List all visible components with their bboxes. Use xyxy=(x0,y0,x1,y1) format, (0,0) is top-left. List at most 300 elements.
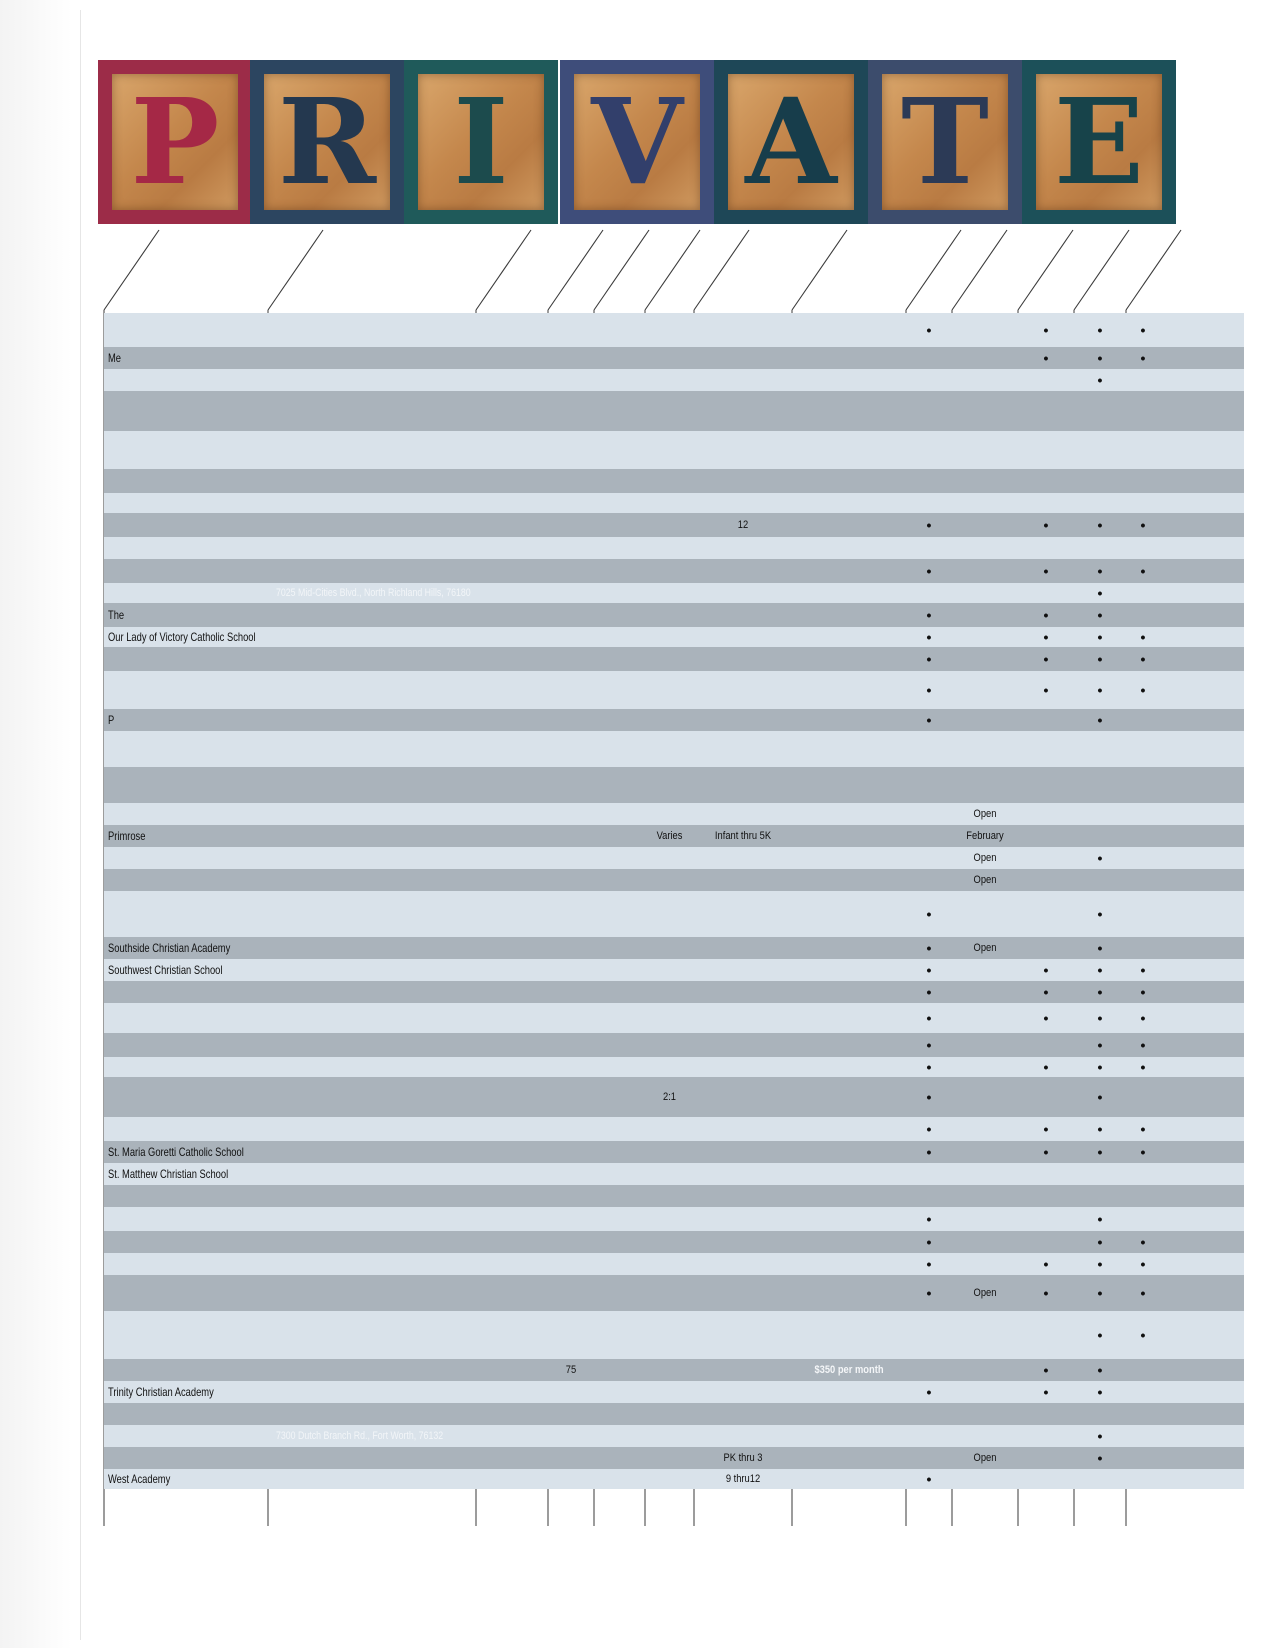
school-address xyxy=(276,1403,436,1425)
checkmark-dot: • xyxy=(926,1089,932,1105)
checkmark-dot: • xyxy=(1140,1256,1146,1272)
checkmark-dot: • xyxy=(926,1121,932,1137)
title-block-3 xyxy=(560,60,714,224)
checkmark-dot: • xyxy=(1097,585,1103,601)
checkmark-dot xyxy=(906,1403,952,1425)
checkmark-dot xyxy=(1018,1425,1074,1447)
block-face xyxy=(264,74,390,210)
grades-cell xyxy=(701,1077,784,1117)
checkmark-dot: • xyxy=(1043,962,1049,978)
grades-cell xyxy=(701,1141,784,1163)
checkmark-dot: • xyxy=(1097,629,1103,645)
school-address xyxy=(276,1359,436,1381)
checkmark-dot xyxy=(1126,891,1160,937)
table-row xyxy=(104,603,1244,627)
application-cell: Open xyxy=(973,1287,997,1299)
checkmark-dot: • xyxy=(1097,322,1103,338)
checkmark-dot: • xyxy=(926,1256,932,1272)
application-cell xyxy=(957,1381,1013,1403)
school-name: Me xyxy=(108,351,122,365)
table-row xyxy=(104,869,1244,891)
school-name xyxy=(108,803,233,825)
school-address xyxy=(276,671,436,709)
school-name xyxy=(108,981,233,1003)
title-block-6 xyxy=(1022,60,1176,224)
checkmark-dot: • xyxy=(926,607,932,623)
checkmark-dot xyxy=(1126,767,1160,803)
grades-cell xyxy=(701,391,784,431)
checkmark-dot: • xyxy=(1140,1234,1146,1250)
ratio-cell xyxy=(649,767,691,803)
checkmark-dot: • xyxy=(1097,1089,1103,1105)
checkmark-dot: • xyxy=(1140,1010,1146,1026)
school-address xyxy=(276,767,436,803)
checkmark-dot: • xyxy=(1140,563,1146,579)
checkmark-dot xyxy=(1018,1163,1074,1185)
checkmark-dot xyxy=(906,431,952,469)
tuition-cell xyxy=(801,369,898,391)
header-diagonal-6 xyxy=(694,230,749,310)
tuition-cell xyxy=(801,1033,898,1057)
ratio-cell xyxy=(649,671,691,709)
table-row xyxy=(104,981,1244,1003)
checkmark-dot: • xyxy=(1097,1211,1103,1227)
checkmark-dot: • xyxy=(926,962,932,978)
checkmark-dot: • xyxy=(1097,984,1103,1000)
tuition-cell xyxy=(801,1469,898,1489)
school-address xyxy=(276,1003,436,1033)
checkmark-dot: • xyxy=(926,1010,932,1026)
checkmark-dot xyxy=(906,1163,952,1185)
checkmark-dot xyxy=(906,347,952,369)
checkmark-dot xyxy=(906,869,952,891)
grades-cell xyxy=(701,1275,784,1311)
grades-cell xyxy=(701,1003,784,1033)
checkmark-dot: • xyxy=(926,1144,932,1160)
school-address xyxy=(276,959,436,981)
grades-cell xyxy=(701,1253,784,1275)
checkmark-dot xyxy=(1018,891,1074,937)
application-cell xyxy=(957,1077,1013,1117)
grades-cell xyxy=(701,647,784,671)
checkmark-dot xyxy=(906,1311,952,1359)
checkmark-dot: • xyxy=(1043,350,1049,366)
table-row xyxy=(104,1403,1244,1425)
tuition-cell xyxy=(801,313,898,347)
block-face xyxy=(418,74,544,210)
grades-cell xyxy=(701,1381,784,1403)
checkmark-dot xyxy=(1018,493,1074,513)
table-row xyxy=(104,583,1244,603)
application-cell xyxy=(957,1231,1013,1253)
ratio-cell xyxy=(649,1163,691,1185)
checkmark-dot xyxy=(1018,431,1074,469)
checkmark-dot xyxy=(1126,1359,1160,1381)
checkmark-dot xyxy=(1018,825,1074,847)
school-name xyxy=(108,731,233,767)
application-cell xyxy=(957,347,1013,369)
school-address xyxy=(276,369,436,391)
school-address xyxy=(276,647,436,671)
ratio-cell xyxy=(649,513,691,537)
application-cell: Open xyxy=(973,852,997,864)
school-name xyxy=(108,1425,233,1447)
checkmark-dot: • xyxy=(1097,1285,1103,1301)
ratio-cell xyxy=(649,647,691,671)
checkmark-dot xyxy=(1126,1163,1160,1185)
tuition-cell xyxy=(801,513,898,537)
enrollment-cell: 75 xyxy=(565,1364,577,1376)
checkmark-dot xyxy=(1018,391,1074,431)
private-title-blocks xyxy=(98,60,1224,228)
grades-cell xyxy=(701,767,784,803)
ratio-cell xyxy=(649,731,691,767)
tuition-cell xyxy=(801,1163,898,1185)
grades-cell xyxy=(701,1231,784,1253)
school-address xyxy=(276,731,436,767)
table-row xyxy=(104,1077,1244,1117)
checkmark-dot: • xyxy=(1097,1059,1103,1075)
grades-cell xyxy=(701,803,784,825)
table-row xyxy=(104,1117,1244,1141)
checkmark-dot xyxy=(1018,1033,1074,1057)
checkmark-dot: • xyxy=(926,1037,932,1053)
tuition-cell xyxy=(801,847,898,869)
application-cell xyxy=(957,369,1013,391)
school-name: Southside Christian Academy xyxy=(108,941,231,955)
grades-cell xyxy=(701,869,784,891)
school-name xyxy=(108,767,233,803)
checkmark-dot: • xyxy=(1043,984,1049,1000)
checkmark-dot xyxy=(1126,937,1160,959)
checkmark-dot: • xyxy=(1097,372,1103,388)
checkmark-dot: • xyxy=(1043,517,1049,533)
checkmark-dot: • xyxy=(1097,1362,1103,1378)
table-row xyxy=(104,803,1244,825)
tuition-cell xyxy=(801,1117,898,1141)
application-cell xyxy=(957,647,1013,671)
school-address xyxy=(276,1253,436,1275)
table-row xyxy=(104,1207,1244,1231)
tuition-cell xyxy=(801,391,898,431)
checkmark-dot: • xyxy=(1140,350,1146,366)
checkmark-dot xyxy=(1018,709,1074,731)
table-row xyxy=(104,1253,1244,1275)
checkmark-dot xyxy=(1126,1077,1160,1117)
checkmark-dot xyxy=(906,583,952,603)
ratio-cell xyxy=(649,1403,691,1425)
checkmark-dot: • xyxy=(926,1384,932,1400)
ratio-cell: Varies xyxy=(656,830,683,842)
title-block-2 xyxy=(404,60,558,224)
school-name: Our Lady of Victory Catholic School xyxy=(108,630,256,644)
table-row xyxy=(104,1469,1244,1489)
checkmark-dot xyxy=(1126,825,1160,847)
checkmark-dot xyxy=(1018,1403,1074,1425)
school-name xyxy=(108,391,233,431)
application-cell xyxy=(957,627,1013,647)
checkmark-dot: • xyxy=(1097,607,1103,623)
block-letter: I xyxy=(453,72,509,211)
ratio-cell xyxy=(649,1447,691,1469)
school-name: St. Maria Goretti Catholic School xyxy=(108,1145,244,1159)
school-name: P xyxy=(108,713,115,727)
checkmark-dot xyxy=(1018,1077,1074,1117)
ratio-cell xyxy=(649,891,691,937)
grades-cell: 9 thru12 xyxy=(725,1473,761,1485)
school-name xyxy=(108,313,233,347)
checkmark-dot: • xyxy=(1043,563,1049,579)
checkmark-dot: • xyxy=(1097,1010,1103,1026)
checkmark-dot xyxy=(1126,869,1160,891)
grades-cell xyxy=(701,469,784,493)
checkmark-dot xyxy=(1126,1425,1160,1447)
checkmark-dot: • xyxy=(1140,984,1146,1000)
checkmark-dot xyxy=(1018,369,1074,391)
tuition-cell: $350 per month xyxy=(814,1364,884,1376)
checkmark-dot: • xyxy=(926,1059,932,1075)
checkmark-dot: • xyxy=(1097,1327,1103,1343)
table-row xyxy=(104,1003,1244,1033)
application-cell xyxy=(957,1253,1013,1275)
block-letter: V xyxy=(591,72,683,211)
tuition-cell xyxy=(801,1311,898,1359)
tuition-cell xyxy=(801,1185,898,1207)
table-row xyxy=(104,537,1244,559)
header-diagonal-11 xyxy=(1074,230,1129,310)
checkmark-dot: • xyxy=(926,906,932,922)
school-address xyxy=(276,347,436,369)
school-address xyxy=(276,603,436,627)
checkmark-dot: • xyxy=(926,1471,932,1487)
school-address xyxy=(276,981,436,1003)
title-block-0 xyxy=(98,60,252,224)
checkmark-dot xyxy=(1126,493,1160,513)
school-name xyxy=(108,1359,233,1381)
ratio-cell xyxy=(649,583,691,603)
checkmark-dot: • xyxy=(926,682,932,698)
application-cell xyxy=(957,1425,1013,1447)
checkmark-dot: • xyxy=(1097,1121,1103,1137)
school-address xyxy=(276,1163,436,1185)
school-address xyxy=(276,537,436,559)
school-name: Trinity Christian Academy xyxy=(108,1385,214,1399)
checkmark-dot xyxy=(906,469,952,493)
school-address xyxy=(276,891,436,937)
checkmark-dot xyxy=(1018,583,1074,603)
checkmark-dot: • xyxy=(1140,322,1146,338)
tuition-cell xyxy=(801,891,898,937)
checkmark-dot xyxy=(1018,731,1074,767)
school-name xyxy=(108,1447,233,1469)
grades-cell xyxy=(701,1057,784,1077)
checkmark-dot: • xyxy=(1043,629,1049,645)
application-cell xyxy=(957,559,1013,583)
school-name xyxy=(108,1003,233,1033)
checkmark-dot xyxy=(1018,1207,1074,1231)
checkmark-dot: • xyxy=(1140,517,1146,533)
checkmark-dot xyxy=(906,731,952,767)
school-name: West Academy xyxy=(108,1472,171,1486)
block-letter: E xyxy=(1054,72,1144,211)
grades-cell xyxy=(701,1403,784,1425)
header-diagonal-3 xyxy=(548,230,603,310)
ratio-cell xyxy=(649,847,691,869)
ratio-cell xyxy=(649,391,691,431)
ratio-cell xyxy=(649,313,691,347)
table-row xyxy=(104,891,1244,937)
grades-cell xyxy=(701,1117,784,1141)
ratio-cell xyxy=(649,1275,691,1311)
checkmark-dot xyxy=(906,391,952,431)
school-name xyxy=(108,847,233,869)
grades-cell xyxy=(701,1425,784,1447)
table-row xyxy=(104,731,1244,767)
checkmark-dot xyxy=(1074,767,1126,803)
tuition-cell xyxy=(801,1077,898,1117)
ratio-cell xyxy=(649,1141,691,1163)
checkmark-dot xyxy=(906,493,952,513)
checkmark-dot xyxy=(1074,537,1126,559)
application-cell xyxy=(957,493,1013,513)
checkmark-dot xyxy=(1126,431,1160,469)
school-address xyxy=(276,1057,436,1077)
tuition-cell xyxy=(801,959,898,981)
block-face xyxy=(112,74,238,210)
checkmark-dot xyxy=(1126,847,1160,869)
tuition-cell xyxy=(801,767,898,803)
checkmark-dot xyxy=(1126,1185,1160,1207)
checkmark-dot: • xyxy=(1043,1010,1049,1026)
checkmark-dot: • xyxy=(1097,1234,1103,1250)
table-row xyxy=(104,469,1244,493)
checkmark-dot xyxy=(1126,583,1160,603)
tuition-cell xyxy=(801,981,898,1003)
checkmark-dot: • xyxy=(1097,1428,1103,1444)
table-row xyxy=(104,825,1244,847)
ratio-cell xyxy=(649,1253,691,1275)
school-name xyxy=(108,891,233,937)
checkmark-dot xyxy=(1018,1231,1074,1253)
checkmark-dot xyxy=(1126,1381,1160,1403)
table-row xyxy=(104,847,1244,869)
table-row xyxy=(104,559,1244,583)
application-cell xyxy=(957,1359,1013,1381)
header-diagonal-1 xyxy=(268,230,323,310)
ratio-cell xyxy=(649,493,691,513)
grades-cell: Infant thru 5K xyxy=(714,830,772,842)
checkmark-dot xyxy=(1126,731,1160,767)
tuition-cell xyxy=(801,1381,898,1403)
ratio-cell xyxy=(649,469,691,493)
school-name xyxy=(108,1231,233,1253)
application-cell xyxy=(957,981,1013,1003)
school-name xyxy=(108,537,233,559)
checkmark-dot: • xyxy=(926,322,932,338)
checkmark-dot xyxy=(1074,803,1126,825)
application-cell xyxy=(957,469,1013,493)
application-cell xyxy=(957,1207,1013,1231)
title-block-5 xyxy=(868,60,1022,224)
block-letter: R xyxy=(277,72,377,211)
grades-cell xyxy=(701,1033,784,1057)
header-diagonal-0 xyxy=(104,230,159,310)
checkmark-dot xyxy=(1126,1207,1160,1231)
checkmark-dot xyxy=(906,537,952,559)
school-name: Southwest Christian School xyxy=(108,963,223,977)
grades-cell xyxy=(701,1311,784,1359)
application-cell xyxy=(957,731,1013,767)
checkmark-dot xyxy=(1126,709,1160,731)
application-cell xyxy=(957,1033,1013,1057)
application-cell: Open xyxy=(973,808,997,820)
ratio-cell xyxy=(649,1311,691,1359)
school-address xyxy=(276,493,436,513)
grades-cell xyxy=(701,603,784,627)
checkmark-dot xyxy=(1074,469,1126,493)
tuition-cell xyxy=(801,869,898,891)
checkmark-dot: • xyxy=(1097,1144,1103,1160)
application-cell xyxy=(957,671,1013,709)
table-row xyxy=(104,627,1244,647)
school-name xyxy=(108,1207,233,1231)
checkmark-dot xyxy=(1126,603,1160,627)
school-name: St. Matthew Christian School xyxy=(108,1167,229,1181)
application-cell xyxy=(957,1141,1013,1163)
grades-cell xyxy=(701,959,784,981)
school-address xyxy=(276,627,436,647)
grades-cell xyxy=(701,891,784,937)
school-address xyxy=(276,1207,436,1231)
table-row xyxy=(104,347,1244,369)
table-row xyxy=(104,1359,1244,1381)
ratio-cell xyxy=(649,1359,691,1381)
checkmark-dot: • xyxy=(926,1285,932,1301)
school-address xyxy=(276,1117,436,1141)
school-name xyxy=(108,1117,233,1141)
application-cell xyxy=(957,1163,1013,1185)
application-cell xyxy=(957,603,1013,627)
ratio-cell xyxy=(649,937,691,959)
application-cell: Open xyxy=(973,874,997,886)
table-row xyxy=(104,937,1244,959)
grades-cell xyxy=(701,431,784,469)
school-address xyxy=(276,513,436,537)
checkmark-dot: • xyxy=(1140,1059,1146,1075)
tuition-cell xyxy=(801,1141,898,1163)
checkmark-dot xyxy=(1074,1403,1126,1425)
school-address xyxy=(276,1447,436,1469)
table-row xyxy=(104,671,1244,709)
tuition-cell xyxy=(801,627,898,647)
checkmark-dot xyxy=(1018,847,1074,869)
school-address xyxy=(276,431,436,469)
tuition-cell xyxy=(801,347,898,369)
tuition-cell xyxy=(801,647,898,671)
application-cell xyxy=(957,1311,1013,1359)
checkmark-dot: • xyxy=(1140,1037,1146,1053)
tuition-cell xyxy=(801,825,898,847)
ratio-cell xyxy=(649,537,691,559)
application-cell: February xyxy=(966,830,1004,842)
tuition-cell xyxy=(801,603,898,627)
checkmark-dot: • xyxy=(926,940,932,956)
tuition-cell xyxy=(801,583,898,603)
grades-cell xyxy=(701,1207,784,1231)
table-row xyxy=(104,1185,1244,1207)
table-row xyxy=(104,391,1244,431)
tuition-cell xyxy=(801,1275,898,1311)
